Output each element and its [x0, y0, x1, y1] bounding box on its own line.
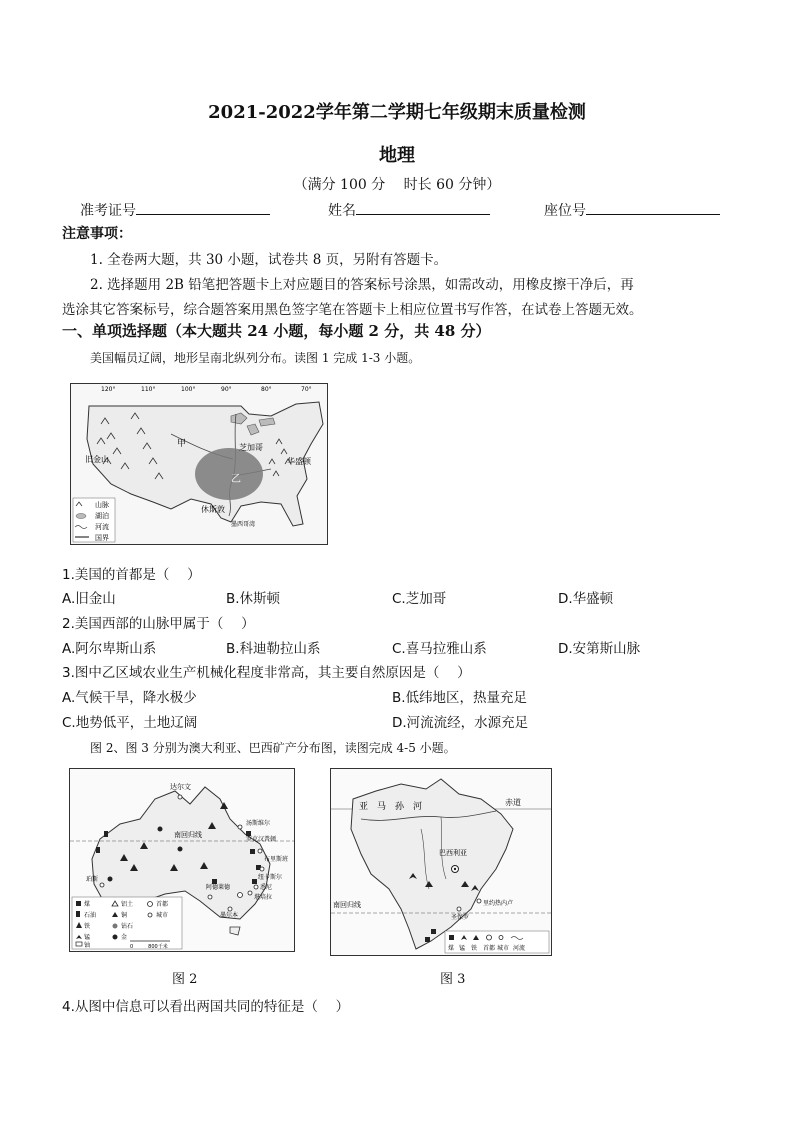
city-label: 堪培拉	[254, 894, 273, 901]
scale-label: 0 800千米	[130, 944, 168, 950]
svg-text:铜: 铜	[121, 912, 128, 919]
city-label: 纽卡斯尔	[258, 874, 283, 881]
field-label: 姓名	[328, 203, 356, 219]
region-yi	[195, 448, 263, 500]
notice-item-1: 1. 全卷两大题，共 30 小题，试卷共 8 页，另附有答题卡。	[90, 252, 448, 268]
svg-text:石油: 石油	[84, 912, 97, 919]
section-intro-1: 美国幅员辽阔，地形呈南北纵列分布。读图 1 完成 1-3 小题。	[90, 351, 421, 365]
exam-title: 2021-2022学年第二学期七年级期末质量检测	[208, 102, 586, 123]
us-map-legend	[73, 498, 115, 542]
svg-text:城市: 城市	[497, 945, 510, 952]
q2-option-c[interactable]: C.喜马拉雅山系	[392, 641, 487, 657]
us-map-figure	[70, 383, 328, 545]
label-yi: 乙	[231, 474, 241, 485]
svg-text:煤: 煤	[84, 901, 91, 908]
city-label: 巴西利亚	[439, 849, 467, 857]
question-3-stem: 3.图中乙区域农业生产机械化程度非常高，其主要自然原因是（ ）	[62, 665, 471, 681]
exam-meta: （满分 100 分 时长 60 分钟）	[293, 177, 501, 193]
question-4-stem: 4.从图中信息可以看出两国共同的特征是（ ）	[62, 999, 350, 1015]
lon-label: 110°	[141, 386, 156, 393]
blank-line[interactable]	[356, 200, 490, 215]
q3-option-a[interactable]: A.气候干旱，降水极少	[62, 690, 197, 706]
field-label: 座位号	[544, 203, 586, 219]
city-label: 汤斯维尔	[246, 820, 271, 827]
label-gulf: 墨西哥湾	[231, 521, 256, 528]
lon-label: 120°	[101, 386, 116, 393]
notice-item-2-cont: 选涂其它答案标号，综合题答案用黑色签字笔在答题卡上相应位置书写作答，在试卷上答题无效。	[62, 302, 643, 318]
city-label: 罗克汉普顿	[246, 836, 277, 843]
subject-title: 地理	[379, 145, 415, 166]
brazil-legend	[445, 931, 549, 953]
lon-label: 80°	[261, 386, 272, 393]
city-label: 布里斯班	[264, 856, 289, 863]
city-label: 悉尼	[260, 884, 273, 891]
svg-text:河流: 河流	[513, 945, 526, 952]
tropic-label: 南回归线	[174, 831, 202, 839]
us-map	[71, 384, 327, 544]
svg-text:钻石: 钻石	[121, 923, 134, 930]
svg-text:煤: 煤	[448, 945, 455, 952]
q1-option-d[interactable]: D.华盛顿	[558, 591, 614, 607]
notice-item-2: 2. 选择题用 2B 铅笔把答题卡上对应题目的答案标号涂黑，如需改动，用橡皮擦干净后，再	[90, 277, 634, 293]
svg-text:金: 金	[121, 934, 128, 941]
q2-option-a[interactable]: A.阿尔卑斯山系	[62, 641, 157, 657]
legend-label: 山脉	[95, 501, 109, 509]
legend-label: 湖泊	[95, 512, 109, 520]
svg-text:锰: 锰	[84, 934, 91, 941]
field-name[interactable]	[328, 200, 490, 220]
q1-option-b[interactable]: B.休斯顿	[226, 591, 281, 607]
section-heading: 一、单项选择题（本大题共 24 小题，每小题 2 分，共 48 分）	[62, 322, 491, 340]
blank-line[interactable]	[586, 200, 720, 215]
equator-label: 赤道	[505, 798, 521, 807]
brazil-map-figure	[330, 768, 552, 956]
q3-option-b[interactable]: B.低纬地区，热量充足	[392, 690, 528, 706]
field-seat[interactable]	[544, 200, 720, 220]
svg-text:铁: 铁	[84, 923, 91, 930]
australia-map-figure	[69, 768, 295, 952]
section-intro-2: 图 2、图 3 分别为澳大利亚、巴西矿产分布图，读图完成 4-5 小题。	[90, 741, 456, 755]
brazil-map	[331, 769, 551, 955]
svg-text:首都: 首都	[156, 901, 169, 908]
australia-map	[70, 769, 294, 951]
city-label: 阿德莱德	[206, 884, 231, 891]
lon-label: 70°	[301, 386, 312, 393]
svg-text:铝土: 铝土	[121, 901, 134, 908]
label-sf: 旧金山	[85, 455, 109, 464]
label-houston: 休斯敦	[201, 505, 225, 514]
field-exam-number[interactable]	[80, 200, 270, 220]
svg-text:铀: 铀	[84, 942, 91, 949]
legend-label: 国界	[95, 534, 109, 542]
label-dc: 华盛顿	[287, 457, 311, 466]
figure-3-caption: 图 3	[440, 972, 466, 987]
question-2-stem: 2.美国西部的山脉甲属于（ ）	[62, 616, 255, 632]
q3-option-c[interactable]: C.地势低平，土地辽阔	[62, 715, 198, 731]
svg-text:锰: 锰	[459, 945, 466, 952]
q1-option-a[interactable]: A.旧金山	[62, 591, 116, 607]
city-label: 圣保罗	[451, 914, 470, 921]
city-label: 珀斯	[86, 876, 99, 883]
city-label: 墨尔本	[220, 912, 239, 919]
lon-label: 90°	[221, 386, 232, 393]
city-label: 里约热内卢	[483, 900, 514, 907]
q1-option-c[interactable]: C.芝加哥	[392, 591, 447, 607]
label-chicago: 芝加哥	[239, 443, 263, 452]
figure-2-caption: 图 2	[172, 972, 198, 987]
question-1-stem: 1.美国的首都是（ ）	[62, 567, 201, 583]
australia-legend	[72, 897, 182, 950]
legend-label: 河流	[95, 523, 109, 531]
svg-text:铁: 铁	[471, 945, 478, 952]
svg-text:首都: 首都	[483, 945, 496, 952]
q2-option-b[interactable]: B.科迪勒拉山系	[226, 641, 321, 657]
notice-heading: 注意事项：	[62, 226, 132, 242]
label-jia: 甲	[177, 439, 187, 449]
blank-line[interactable]	[136, 200, 270, 215]
river-label: 亚 马 孙 河	[359, 802, 423, 812]
tropic-label: 南回归线	[333, 901, 361, 909]
q2-option-d[interactable]: D.安第斯山脉	[558, 641, 641, 657]
lon-label: 100°	[181, 386, 196, 393]
field-label: 准考证号	[80, 203, 136, 219]
q3-option-d[interactable]: D.河流流经，水源充足	[392, 715, 529, 731]
svg-text:城市: 城市	[156, 912, 169, 919]
city-label: 达尔文	[170, 783, 191, 791]
